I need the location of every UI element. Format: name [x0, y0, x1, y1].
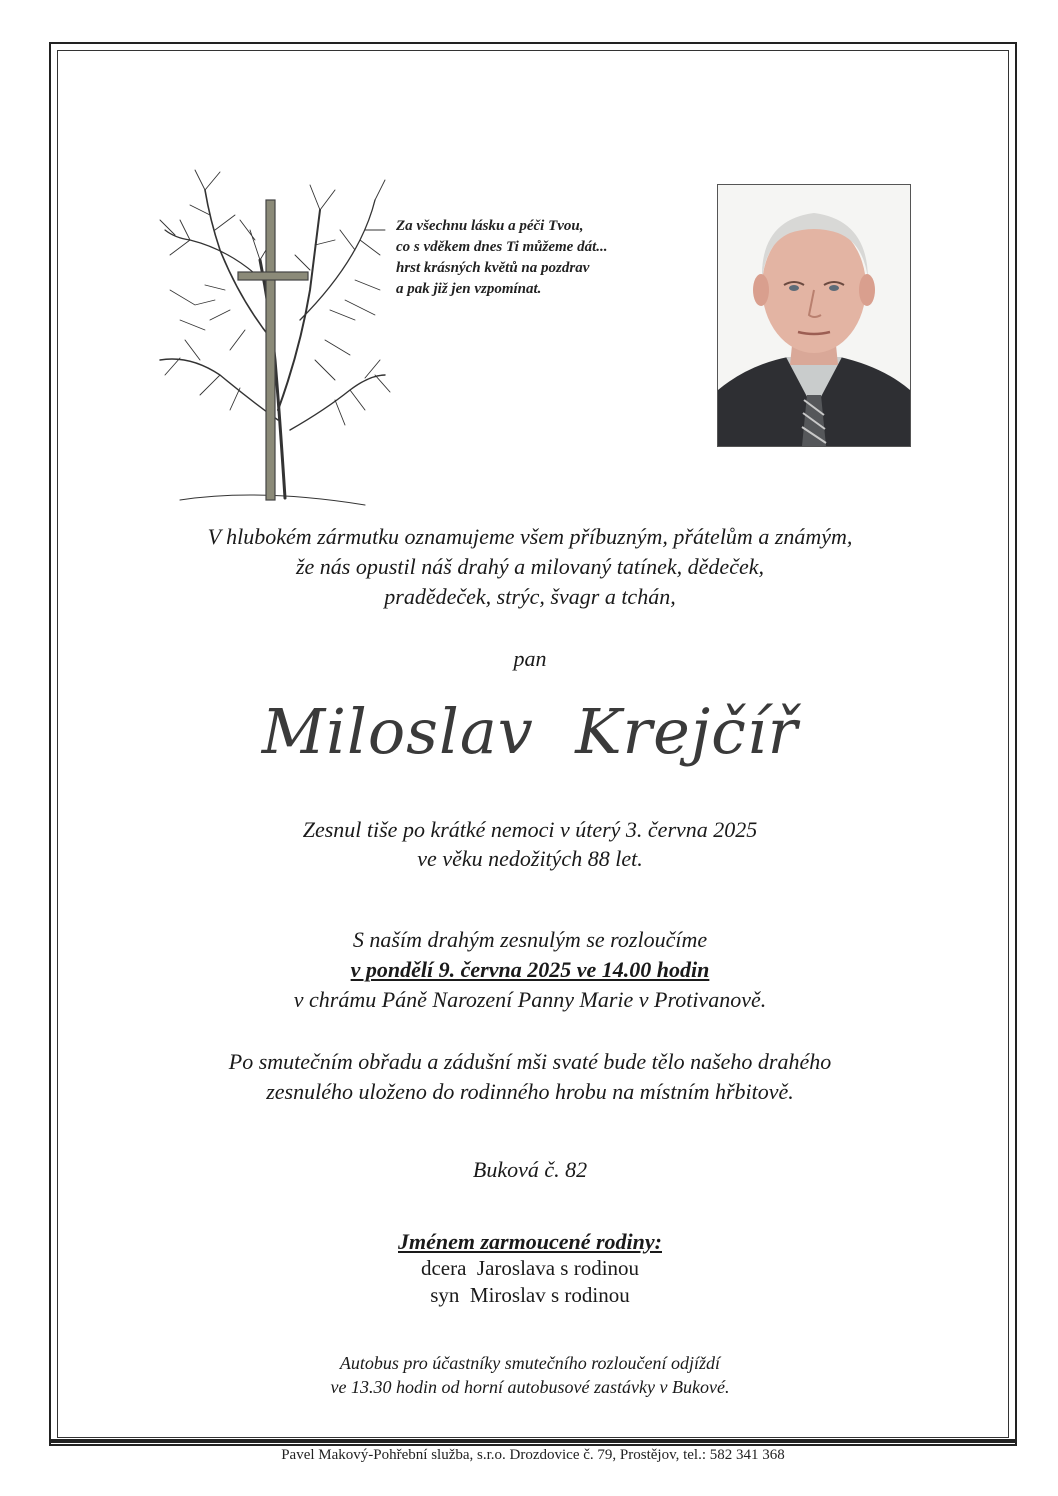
burial-info — [60, 1047, 1000, 1107]
poem-line: Za všechnu lásku a péči Tvou, — [396, 218, 584, 234]
tree-cross-illustration — [150, 160, 395, 510]
funeral-service-footer: Pavel Makový-Pohřební služba, s.r.o. Drozdovice č. 79, Prostějov, tel.: 582 341 368 — [281, 1447, 785, 1463]
poem-line: hrst krásných květů na pozdrav — [396, 260, 590, 276]
burial-line: zesnulého uloženo do rodinného hrobu na místním hřbitově. — [266, 1079, 794, 1104]
family-member: syn Miroslav s rodinou — [430, 1283, 630, 1307]
frame-bottom-rule — [49, 1439, 1017, 1443]
death-line: Zesnul tiše po krátké nemoci v úterý 3. června 2025 — [302, 817, 758, 842]
family-member: dcera Jaroslava s rodinou — [420, 1256, 640, 1280]
poem-line: a pak již jen vzpomínat. — [396, 281, 542, 297]
farewell-info — [60, 925, 1000, 1015]
portrait-photo — [717, 184, 911, 447]
bus-line: Autobus pro účastníky smutečního rozloučení odjíždí — [339, 1353, 721, 1373]
bus-notice — [60, 1351, 1000, 1399]
intro-line: V hlubokém zármutku oznamujeme všem příbuzným, přátelům a známým, — [207, 524, 853, 549]
farewell-place: v chrámu Páně Narození Panny Marie v Protivanově. — [293, 987, 767, 1012]
memorial-poem — [396, 216, 716, 300]
deceased-name: Miloslav Krejčíř — [261, 695, 799, 768]
address: Buková č. 82 — [472, 1157, 588, 1182]
farewell-datetime: v pondělí 9. června 2025 ve 14.00 hodin — [350, 957, 710, 982]
death-line: ve věku nedožitých 88 let. — [417, 846, 643, 871]
family-section — [60, 1228, 1000, 1309]
intro-line: že nás opustil náš drahý a milovaný tatínek, dědeček, — [295, 554, 764, 579]
announcement-intro — [60, 522, 1000, 612]
burial-line: Po smutečním obřadu a zádušní mši svaté bude tělo našeho drahého — [228, 1049, 832, 1074]
family-heading: Jménem zarmoucené rodiny: — [398, 1229, 662, 1254]
death-notice — [60, 815, 1000, 873]
farewell-line: S naším drahým zesnulým se rozloučíme — [352, 927, 708, 952]
honorific: pan — [513, 646, 547, 671]
bus-line: ve 13.30 hodin od horní autobusové zastávky v Bukové. — [330, 1377, 730, 1397]
intro-line: pradědeček, strýc, švagr a tchán, — [384, 584, 676, 609]
poem-line: co s vděkem dnes Ti můžeme dát... — [396, 239, 608, 255]
